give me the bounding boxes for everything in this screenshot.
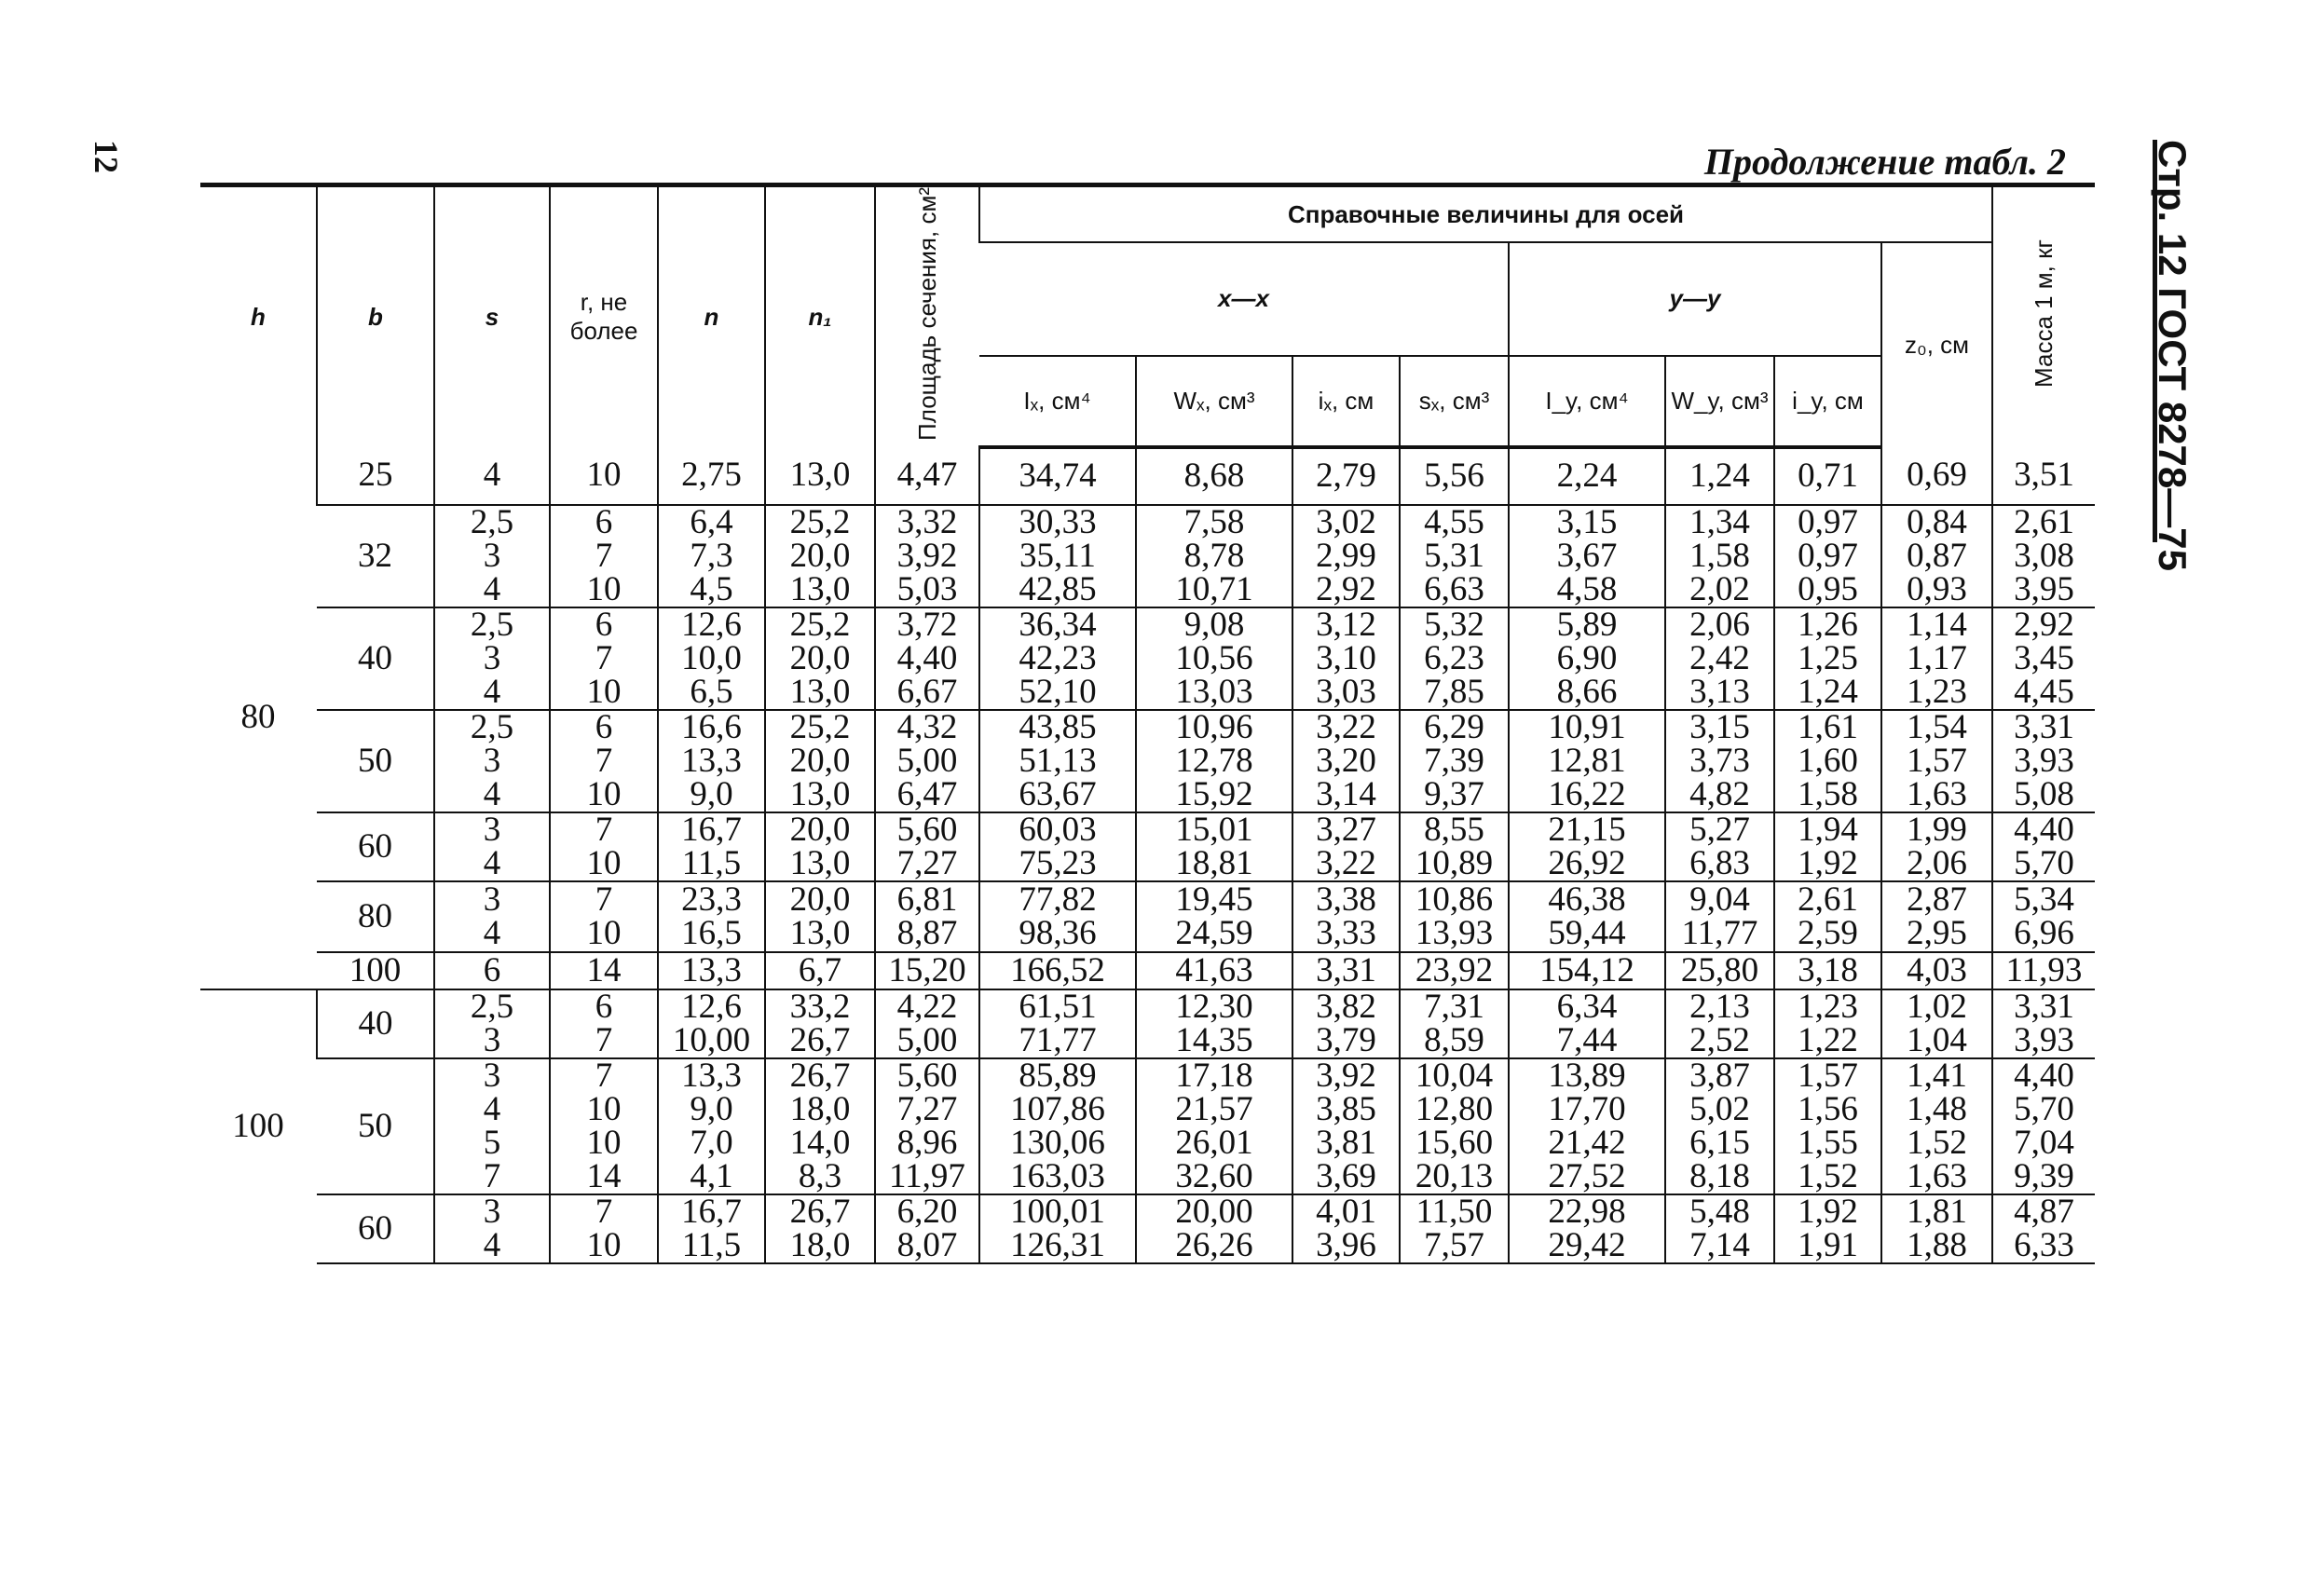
col-wy: W_y, см³ bbox=[1665, 356, 1774, 447]
cell-Wy: 1,24 bbox=[1665, 447, 1774, 505]
cell-z0: 1,81 1,88 bbox=[1881, 1194, 1992, 1263]
h-value: 80 bbox=[200, 447, 317, 989]
cell-ix: 3,22 3,20 3,14 bbox=[1292, 710, 1400, 812]
cell-Iy: 6,34 7,44 bbox=[1509, 989, 1665, 1058]
col-area-label: Площадь сечения, см² bbox=[912, 187, 941, 441]
cell-Wy: 9,04 11,77 bbox=[1665, 881, 1774, 952]
cell-Wy: 2,13 2,52 bbox=[1665, 989, 1774, 1058]
cell-ix: 3,31 bbox=[1292, 952, 1400, 989]
cell-Wx: 19,45 24,59 bbox=[1136, 881, 1292, 952]
cell-iy: 2,61 2,59 bbox=[1774, 881, 1881, 952]
cell-A: 5,60 7,27 8,96 11,97 bbox=[875, 1058, 979, 1194]
cell-m: 3,31 3,93 5,08 bbox=[1992, 710, 2095, 812]
table-row bbox=[200, 447, 2095, 505]
page-number: 12 bbox=[88, 140, 125, 173]
cell-m: 2,92 3,45 4,45 bbox=[1992, 607, 2095, 710]
cell-A: 4,47 bbox=[875, 447, 979, 505]
cell-Ix: 166,52 bbox=[979, 952, 1136, 989]
col-wx: Wₓ, см³ bbox=[1136, 356, 1292, 447]
cell-Iy: 13,89 17,70 21,42 27,52 bbox=[1509, 1058, 1665, 1194]
cell-n1: 13,0 bbox=[765, 447, 875, 505]
cell-Iy: 154,12 bbox=[1509, 952, 1665, 989]
col-mass bbox=[1992, 185, 2095, 447]
cell-Wx: 9,08 10,56 13,03 bbox=[1136, 607, 1292, 710]
cell-iy: 1,61 1,60 1,58 bbox=[1774, 710, 1881, 812]
cell-n: 13,3 bbox=[658, 952, 765, 989]
cell-r: 7 10 bbox=[550, 812, 658, 881]
cell-sx: 4,55 5,31 6,63 bbox=[1400, 505, 1509, 607]
col-r: r, не более bbox=[550, 185, 658, 447]
table-row bbox=[200, 505, 2095, 607]
cell-ix: 3,02 2,99 2,92 bbox=[1292, 505, 1400, 607]
axis-xx-header: x—x bbox=[979, 242, 1509, 356]
cell-A: 15,20 bbox=[875, 952, 979, 989]
cell-Ix: 100,01 126,31 bbox=[979, 1194, 1136, 1263]
cell-n: 12,6 10,00 bbox=[658, 989, 765, 1058]
table-row bbox=[200, 710, 2095, 812]
cell-n1: 20,0 13,0 bbox=[765, 881, 875, 952]
cell-z0: 1,99 2,06 bbox=[1881, 812, 1992, 881]
cell-Iy: 46,38 59,44 bbox=[1509, 881, 1665, 952]
cell-n1: 33,2 26,7 bbox=[765, 989, 875, 1058]
table-row bbox=[200, 989, 2095, 1058]
cell-ix: 3,82 3,79 bbox=[1292, 989, 1400, 1058]
cell-sx: 7,31 8,59 bbox=[1400, 989, 1509, 1058]
cell-Wy: 5,27 6,83 bbox=[1665, 812, 1774, 881]
col-ix-moment: Iₓ, см⁴ bbox=[979, 356, 1136, 447]
table-row bbox=[200, 607, 2095, 710]
cell-b: 80 bbox=[317, 881, 434, 952]
cell-r: 14 bbox=[550, 952, 658, 989]
cell-sx: 5,32 6,23 7,85 bbox=[1400, 607, 1509, 710]
cell-n1: 26,7 18,0 14,0 8,3 bbox=[765, 1058, 875, 1194]
cell-Wy: 3,87 5,02 6,15 8,18 bbox=[1665, 1058, 1774, 1194]
cell-r: 7 10 bbox=[550, 1194, 658, 1263]
cell-ix: 3,38 3,33 bbox=[1292, 881, 1400, 952]
cell-b: 60 bbox=[317, 812, 434, 881]
cell-Ix: 43,85 51,13 63,67 bbox=[979, 710, 1136, 812]
cell-m: 4,40 5,70 7,04 9,39 bbox=[1992, 1058, 2095, 1194]
cell-r: 6 7 bbox=[550, 989, 658, 1058]
cell-s: 2,5 3 bbox=[434, 989, 550, 1058]
cell-iy: 1,57 1,56 1,55 1,52 bbox=[1774, 1058, 1881, 1194]
cell-b: 32 bbox=[317, 505, 434, 607]
cell-Wx: 10,96 12,78 15,92 bbox=[1136, 710, 1292, 812]
h-value: 100 bbox=[232, 1107, 284, 1146]
cell-s: 6 bbox=[434, 952, 550, 989]
cell-Wx: 17,18 21,57 26,01 32,60 bbox=[1136, 1058, 1292, 1194]
cell-A: 5,60 7,27 bbox=[875, 812, 979, 881]
cell-Ix: 60,03 75,23 bbox=[979, 812, 1136, 881]
table-row bbox=[200, 881, 2095, 952]
cell-Iy: 22,98 29,42 bbox=[1509, 1194, 1665, 1263]
cell-b: 50 bbox=[317, 1058, 434, 1194]
cell-z0: 2,87 2,95 bbox=[1881, 881, 1992, 952]
cell-iy: 1,26 1,25 1,24 bbox=[1774, 607, 1881, 710]
cell-z0: 1,02 1,04 bbox=[1881, 989, 1992, 1058]
cell-Wx: 15,01 18,81 bbox=[1136, 812, 1292, 881]
cell-r: 6 7 10 bbox=[550, 710, 658, 812]
col-z0: z₀, см bbox=[1881, 242, 1992, 447]
cell-n1: 26,7 18,0 bbox=[765, 1194, 875, 1263]
cell-m: 5,34 6,96 bbox=[1992, 881, 2095, 952]
col-h: h bbox=[200, 185, 317, 447]
table-body bbox=[200, 447, 2095, 1263]
cell-s: 2,5 3 4 bbox=[434, 710, 550, 812]
profile-table bbox=[200, 183, 2095, 1264]
cell-b: 50 bbox=[317, 710, 434, 812]
cell-Ix: 36,34 42,23 52,10 bbox=[979, 607, 1136, 710]
cell-s: 3 4 bbox=[434, 812, 550, 881]
cell-m: 3,31 3,93 bbox=[1992, 989, 2095, 1058]
table-row bbox=[200, 1058, 2095, 1194]
cell-n: 12,6 10,0 6,5 bbox=[658, 607, 765, 710]
cell-Wx: 7,58 8,78 10,71 bbox=[1136, 505, 1292, 607]
cell-n1: 25,2 20,0 13,0 bbox=[765, 607, 875, 710]
col-ix-radius: iₓ, см bbox=[1292, 356, 1400, 447]
cell-b: 25 bbox=[317, 447, 434, 505]
cell-iy: 1,23 1,22 bbox=[1774, 989, 1881, 1058]
cell-sx: 23,92 bbox=[1400, 952, 1509, 989]
cell-ix: 3,27 3,22 bbox=[1292, 812, 1400, 881]
cell-Wy: 5,48 7,14 bbox=[1665, 1194, 1774, 1263]
cell-r: 10 bbox=[550, 447, 658, 505]
axis-yy-header: y—y bbox=[1509, 242, 1881, 356]
cell-iy: 3,18 bbox=[1774, 952, 1881, 989]
cell-m: 4,40 5,70 bbox=[1992, 812, 2095, 881]
table-row bbox=[200, 812, 2095, 881]
cell-z0: 0,69 bbox=[1881, 447, 1992, 505]
cell-sx: 5,56 bbox=[1400, 447, 1509, 505]
cell-n1: 25,2 20,0 13,0 bbox=[765, 710, 875, 812]
col-n1: n₁ bbox=[765, 185, 875, 447]
cell-Iy: 5,89 6,90 8,66 bbox=[1509, 607, 1665, 710]
cell-z0: 1,41 1,48 1,52 1,63 bbox=[1881, 1058, 1992, 1194]
cell-s: 3 4 bbox=[434, 1194, 550, 1263]
cell-A: 4,22 5,00 bbox=[875, 989, 979, 1058]
col-s: s bbox=[434, 185, 550, 447]
cell-sx: 10,86 13,93 bbox=[1400, 881, 1509, 952]
cell-b: 40 bbox=[317, 989, 434, 1058]
cell-n1: 6,7 bbox=[765, 952, 875, 989]
cell-ix: 3,12 3,10 3,03 bbox=[1292, 607, 1400, 710]
cell-r: 7 10 10 14 bbox=[550, 1058, 658, 1194]
cell-iy: 0,71 bbox=[1774, 447, 1881, 505]
cell-r: 6 7 10 bbox=[550, 607, 658, 710]
cell-n1: 25,2 20,0 13,0 bbox=[765, 505, 875, 607]
cell-z0: 0,84 0,87 0,93 bbox=[1881, 505, 1992, 607]
cell-n: 16,6 13,3 9,0 bbox=[658, 710, 765, 812]
cell-iy: 0,97 0,97 0,95 bbox=[1774, 505, 1881, 607]
col-iy-moment: I_y, см⁴ bbox=[1509, 356, 1665, 447]
cell-Ix: 77,82 98,36 bbox=[979, 881, 1136, 952]
col-n: n bbox=[658, 185, 765, 447]
col-sx: sₓ, см³ bbox=[1400, 356, 1509, 447]
cell-Ix: 85,89 107,86 130,06 163,03 bbox=[979, 1058, 1136, 1194]
cell-s: 3 4 5 7 bbox=[434, 1058, 550, 1194]
col-iy-radius: i_y, см bbox=[1774, 356, 1881, 447]
col-mass-label: Масса 1 м, кг bbox=[2030, 239, 2058, 389]
cell-Wy: 2,06 2,42 3,13 bbox=[1665, 607, 1774, 710]
cell-m: 11,93 bbox=[1992, 952, 2095, 989]
cell-A: 4,32 5,00 6,47 bbox=[875, 710, 979, 812]
cell-m: 2,61 3,08 3,95 bbox=[1992, 505, 2095, 607]
cell-Ix: 61,51 71,77 bbox=[979, 989, 1136, 1058]
col-b: b bbox=[317, 185, 434, 447]
cell-s: 4 bbox=[434, 447, 550, 505]
cell-r: 6 7 10 bbox=[550, 505, 658, 607]
cell-Ix: 30,33 35,11 42,85 bbox=[979, 505, 1136, 607]
cell-s: 2,5 3 4 bbox=[434, 607, 550, 710]
cell-Wy: 25,80 bbox=[1665, 952, 1774, 989]
cell-b: 100 bbox=[317, 952, 434, 989]
table-continuation-caption: Продолжение табл. 2 bbox=[1703, 141, 2066, 183]
cell-A: 3,32 3,92 5,03 bbox=[875, 505, 979, 607]
cell-iy: 1,92 1,91 bbox=[1774, 1194, 1881, 1263]
table-row bbox=[200, 952, 2095, 989]
cell-sx: 6,29 7,39 9,37 bbox=[1400, 710, 1509, 812]
cell-ix: 3,92 3,85 3,81 3,69 bbox=[1292, 1058, 1400, 1194]
cell-z0: 1,14 1,17 1,23 bbox=[1881, 607, 1992, 710]
cell-n1: 20,0 13,0 bbox=[765, 812, 875, 881]
table-row bbox=[200, 1194, 2095, 1263]
cell-Wx: 8,68 bbox=[1136, 447, 1292, 505]
cell-Wy: 3,15 3,73 4,82 bbox=[1665, 710, 1774, 812]
cell-A: 3,72 4,40 6,67 bbox=[875, 607, 979, 710]
cell-s: 3 4 bbox=[434, 881, 550, 952]
cell-Iy: 2,24 bbox=[1509, 447, 1665, 505]
cell-z0: 4,03 bbox=[1881, 952, 1992, 989]
cell-ix: 2,79 bbox=[1292, 447, 1400, 505]
cell-Wx: 20,00 26,26 bbox=[1136, 1194, 1292, 1263]
cell-b: 60 bbox=[317, 1194, 434, 1263]
cell-Ix: 34,74 bbox=[979, 447, 1136, 505]
cell-iy: 1,94 1,92 bbox=[1774, 812, 1881, 881]
cell-s: 2,5 3 4 bbox=[434, 505, 550, 607]
cell-Wx: 12,30 14,35 bbox=[1136, 989, 1292, 1058]
cell-n: 6,4 7,3 4,5 bbox=[658, 505, 765, 607]
cell-Wx: 41,63 bbox=[1136, 952, 1292, 989]
cell-A: 6,20 8,07 bbox=[875, 1194, 979, 1263]
cell-Wy: 1,34 1,58 2,02 bbox=[1665, 505, 1774, 607]
cell-sx: 8,55 10,89 bbox=[1400, 812, 1509, 881]
cell-n: 2,75 bbox=[658, 447, 765, 505]
cell-m: 4,87 6,33 bbox=[1992, 1194, 2095, 1263]
cell-sx: 10,04 12,80 15,60 20,13 bbox=[1400, 1058, 1509, 1194]
col-area bbox=[875, 185, 979, 447]
cell-m: 3,51 bbox=[1992, 447, 2095, 505]
cell-n: 16,7 11,5 bbox=[658, 812, 765, 881]
cell-n: 23,3 16,5 bbox=[658, 881, 765, 952]
cell-n: 16,7 11,5 bbox=[658, 1194, 765, 1263]
cell-Iy: 10,91 12,81 16,22 bbox=[1509, 710, 1665, 812]
cell-Iy: 3,15 3,67 4,58 bbox=[1509, 505, 1665, 607]
cell-A: 6,81 8,87 bbox=[875, 881, 979, 952]
document-side-title: Стр. 12 ГОСТ 8278—75 bbox=[2151, 140, 2195, 571]
reference-values-header: Справочные величины для осей bbox=[979, 185, 1992, 243]
cell-b: 40 bbox=[317, 607, 434, 710]
cell-ix: 4,01 3,96 bbox=[1292, 1194, 1400, 1263]
cell-Iy: 21,15 26,92 bbox=[1509, 812, 1665, 881]
cell-r: 7 10 bbox=[550, 881, 658, 952]
cell-z0: 1,54 1,57 1,63 bbox=[1881, 710, 1992, 812]
cell-sx: 11,50 7,57 bbox=[1400, 1194, 1509, 1263]
cell-n: 13,3 9,0 7,0 4,1 bbox=[658, 1058, 765, 1194]
